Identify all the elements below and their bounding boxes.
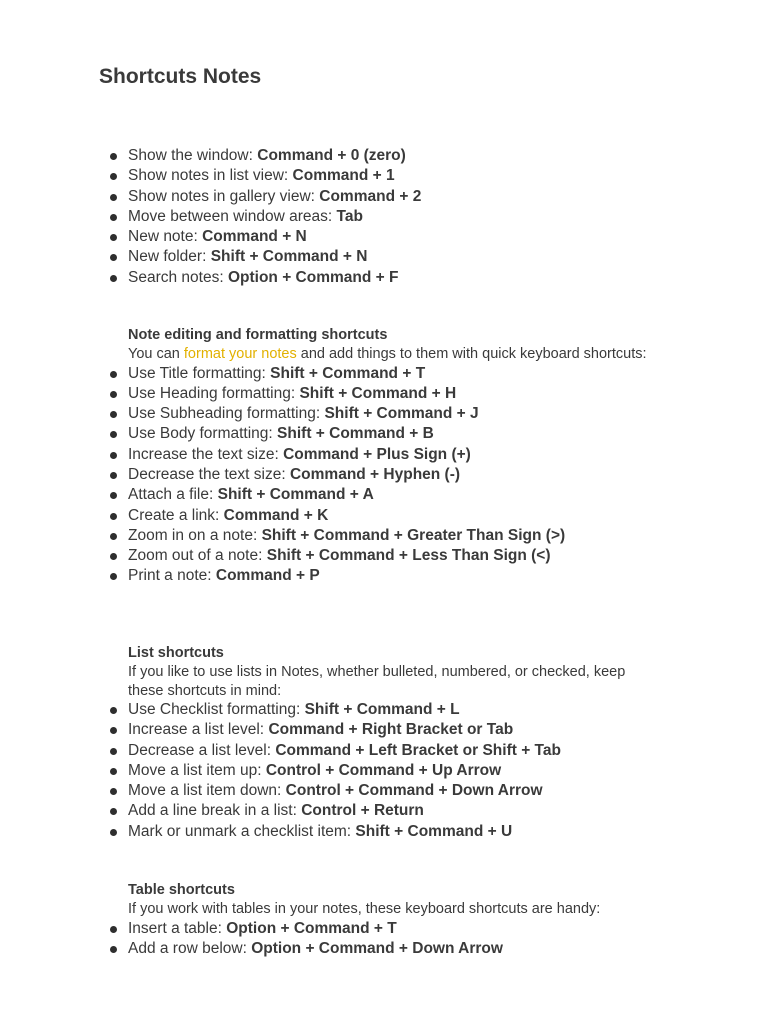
shortcut-label: Use Heading formatting: — [128, 384, 300, 402]
list-item — [0, 919, 768, 939]
list-item — [0, 801, 768, 821]
bullet-icon — [110, 472, 117, 479]
shortcut-keys: Shift + Command + Greater Than Sign (>) — [261, 526, 566, 544]
shortcut-keys: Command + N — [202, 228, 307, 246]
shortcut-keys: Command + K — [223, 506, 329, 524]
shortcut-label: Search notes: — [128, 268, 228, 286]
list-item — [0, 700, 768, 720]
shortcut-keys: Shift + Command + B — [277, 425, 434, 443]
shortcut-keys: Command + Left Bracket or Shift + Tab — [275, 741, 561, 759]
shortcut-label: New note: — [128, 228, 203, 246]
shortcut-label: Add a row below: — [128, 939, 252, 957]
bullet-icon — [110, 707, 117, 714]
shortcut-keys: Control + Command + Up Arrow — [265, 761, 502, 779]
shortcut-keys: Shift + Command + T — [270, 364, 426, 382]
bullet-icon — [110, 411, 117, 418]
shortcut-keys: Shift + Command + A — [217, 486, 374, 504]
bullet-icon — [110, 553, 117, 560]
list-item — [0, 404, 768, 424]
shortcut-label: Mark or unmark a checklist item: — [128, 822, 356, 840]
list-item — [0, 566, 768, 586]
shortcut-keys: Shift + Command + L — [304, 701, 460, 718]
list-item — [0, 146, 768, 166]
shortcut-keys: Shift + Command + N — [210, 248, 368, 266]
shortcut-keys: Command + Hyphen (-) — [289, 465, 461, 483]
shortcut-keys: Command + Right Bracket or Tab — [268, 721, 514, 739]
bullet-icon — [110, 275, 117, 282]
list-item — [0, 166, 768, 186]
page-title: Shortcuts Notes — [99, 65, 262, 88]
shortcut-label: Show notes in list view: — [128, 167, 293, 185]
list-item — [0, 424, 768, 444]
list-item — [0, 822, 768, 842]
shortcut-label: Increase the text size: — [128, 445, 284, 463]
shortcut-label: Move a list item up: — [128, 761, 266, 779]
shortcut-label: Increase a list level: — [128, 721, 269, 739]
section-intro — [128, 345, 658, 364]
shortcut-label: Use Subheading formatting: — [128, 405, 325, 423]
bullet-icon — [110, 431, 117, 438]
list-item — [0, 247, 768, 267]
shortcut-label: Zoom in on a note: — [128, 526, 262, 544]
shortcut-label: Show notes in gallery view: — [128, 187, 320, 205]
shortcut-keys: Control + Command + Down Arrow — [285, 782, 543, 800]
shortcut-label: Print a note: — [128, 567, 216, 585]
shortcut-label: New folder: — [128, 248, 211, 266]
intro-text: and add things to them with quick keyboard shortcuts: — [296, 346, 647, 362]
shortcut-keys: Command + 2 — [319, 187, 422, 205]
bullet-icon — [110, 254, 117, 261]
shortcut-label: Decrease a list level: — [128, 741, 276, 759]
bullet-icon — [110, 829, 117, 836]
shortcut-label: Use Title formatting: — [128, 364, 271, 382]
list-item — [0, 268, 768, 288]
shortcut-list — [0, 146, 768, 288]
bullet-icon — [110, 573, 117, 580]
bullet-icon — [110, 946, 117, 953]
list-item — [0, 741, 768, 761]
bullet-icon — [110, 391, 117, 398]
shortcut-label: Attach a file: — [128, 486, 218, 504]
shortcut-label: Move between window areas: — [128, 207, 337, 225]
list-item — [0, 207, 768, 227]
list-item — [0, 939, 768, 959]
bullet-icon — [110, 513, 117, 520]
intro-text: You can — [128, 346, 184, 362]
bullet-icon — [110, 452, 117, 459]
bullet-icon — [110, 926, 117, 933]
list-item — [0, 720, 768, 740]
list-item — [0, 364, 768, 384]
shortcut-keys: Option + Command + T — [226, 919, 397, 937]
section-heading: List shortcuts — [128, 645, 224, 661]
section-general-shortcuts — [0, 146, 768, 288]
list-item — [0, 506, 768, 526]
shortcut-keys: Command + 0 (zero) — [257, 147, 406, 164]
section-intro: If you like to use lists in Notes, whether bulleted, numbered, or checked, keep these shortcuts in mind: — [128, 664, 626, 699]
bullet-icon — [110, 788, 117, 795]
shortcut-label: Move a list item down: — [128, 782, 286, 800]
shortcut-list — [0, 919, 768, 960]
shortcut-keys: Shift + Command + H — [299, 384, 457, 402]
shortcut-label: Use Checklist formatting: — [128, 701, 305, 718]
shortcut-keys: Control + Return — [301, 802, 424, 820]
bullet-icon — [110, 173, 117, 180]
shortcut-keys: Shift + Command + J — [324, 405, 479, 423]
shortcut-label: Zoom out of a note: — [128, 547, 267, 565]
shortcut-keys: Command + 1 — [292, 167, 395, 185]
list-item — [0, 187, 768, 207]
format-notes-link[interactable]: format your notes — [183, 346, 297, 362]
shortcut-keys: Option + Command + F — [227, 268, 399, 286]
section-heading: Table shortcuts — [128, 882, 235, 898]
bullet-icon — [110, 808, 117, 815]
list-item — [0, 761, 768, 781]
list-item — [0, 384, 768, 404]
shortcut-list — [0, 700, 768, 842]
list-item — [0, 465, 768, 485]
shortcut-keys: Command + Plus Sign (+) — [283, 445, 471, 463]
shortcut-label: Insert a table: — [128, 919, 227, 937]
bullet-icon — [110, 533, 117, 540]
section-note-editing — [0, 326, 768, 587]
shortcut-list — [0, 364, 768, 587]
list-item — [0, 445, 768, 465]
section-table-shortcuts — [0, 881, 768, 959]
list-item — [0, 781, 768, 801]
shortcut-label: Create a link: — [128, 506, 224, 524]
shortcut-label: Add a line break in a list: — [128, 802, 302, 820]
list-item — [0, 546, 768, 566]
list-item — [0, 526, 768, 546]
shortcut-keys: Command + P — [215, 567, 320, 585]
bullet-icon — [110, 371, 117, 378]
list-item — [0, 227, 768, 247]
bullet-icon — [110, 492, 117, 499]
list-item — [0, 485, 768, 505]
section-heading: Note editing and formatting shortcuts — [128, 327, 388, 343]
bullet-icon — [110, 768, 117, 775]
shortcut-keys: Tab — [336, 207, 363, 225]
bullet-icon — [110, 194, 117, 201]
bullet-icon — [110, 727, 117, 734]
bullet-icon — [110, 234, 117, 241]
shortcut-label: Decrease the text size: — [128, 465, 290, 483]
shortcut-keys: Shift + Command + U — [355, 822, 513, 840]
shortcut-label: Show the window: — [128, 147, 258, 164]
section-intro: If you work with tables in your notes, these keyboard shortcuts are handy: — [128, 901, 601, 917]
shortcut-keys: Option + Command + Down Arrow — [251, 939, 503, 957]
bullet-icon — [110, 214, 117, 221]
shortcut-keys: Shift + Command + Less Than Sign (<) — [266, 547, 551, 565]
shortcut-label: Use Body formatting: — [128, 425, 278, 443]
bullet-icon — [110, 153, 117, 160]
bullet-icon — [110, 748, 117, 755]
section-list-shortcuts — [0, 644, 768, 842]
